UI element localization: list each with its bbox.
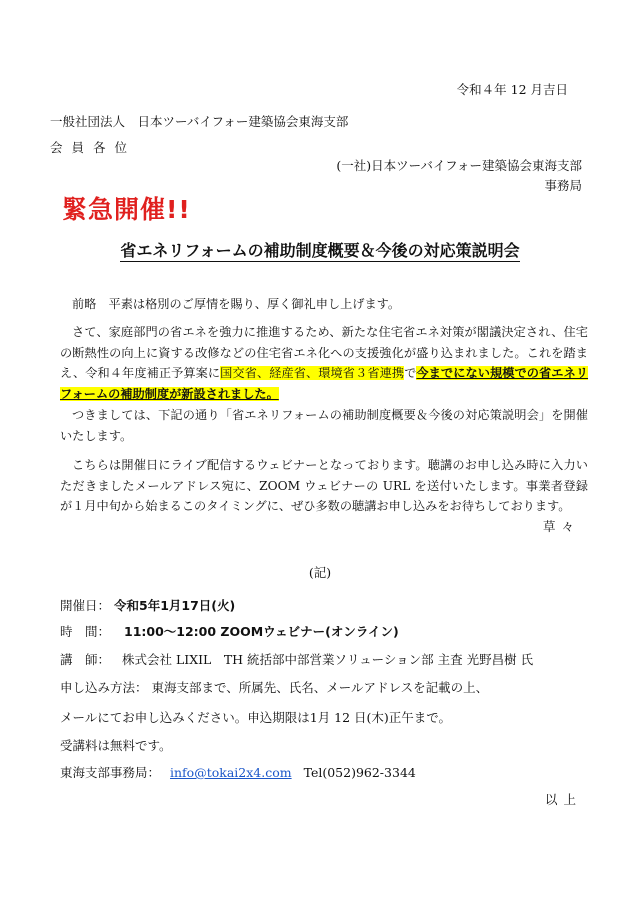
detail-date-row xyxy=(60,596,235,614)
detail-fee-row: 受講料は無料です。 xyxy=(60,738,172,753)
detail-time-row xyxy=(60,622,399,640)
detail-apply-label: 申し込み方法： xyxy=(60,680,148,695)
detail-speaker-value: 株式会社 LIXIL TH 統括部中部営業ソリューション部 主査 光野昌樹 氏 xyxy=(122,652,534,667)
detail-speaker-label: 講 師： xyxy=(60,652,111,667)
recipient-members: 会員各位 xyxy=(50,140,137,155)
detail-contact-row xyxy=(60,763,416,781)
paragraph-announcement: つきましては、下記の通り「省エネリフォームの補助制度概要＆今後の対応策説明会」を開催いたします。 xyxy=(60,408,588,443)
detail-contact-label: 東海支部事務局： xyxy=(60,765,161,780)
detail-time-value: 11:00～12:00 ZOOMウェビナー(オンライン) xyxy=(124,624,399,639)
paragraph-background-text: さて、家庭部門の省エネを強力に推進するため、新たな住宅省エネ対策が閣議決定され、住宅の断熱性の向上に資する改修などの住宅省エネ化への支援強化が盛り込まれました。これを踏まえ、令和４年度補正予算案に xyxy=(60,325,588,380)
detail-apply-row xyxy=(60,678,488,696)
sender-organization: (一社)日本ツーバイフォー建築協会東海支部 xyxy=(336,158,582,173)
detail-date-label: 開催日： xyxy=(60,598,111,613)
urgent-heading: 緊急開催!! xyxy=(62,195,191,224)
detail-apply-row-2: メールにてお申し込みください。申込期限は1月 12 日(木)正午まで。 xyxy=(60,710,452,725)
sender-office: 事務局 xyxy=(544,178,582,193)
paragraph-webinar-info: こちらは開催日にライブ配信するウェビナーとなっております。聴講のお申し込み時に入力いただきましたメールアドレス宛に、ZOOM ウェビナーの URL を送付いたします。事業者登録が１月中旬から始まるこのタイミングに、ぜひ多数の聴講お申し込みをお待ちしております。 xyxy=(60,458,588,513)
paragraph-background-connector: で xyxy=(404,366,417,380)
detail-speaker-row xyxy=(60,650,533,668)
detail-apply-value: 東海支部まで、所属先、氏名、メールアドレスを記載の上、 xyxy=(151,680,489,695)
detail-date-value: 令和5年1月17日(火) xyxy=(114,598,236,613)
document-title-text: 省エネリフォームの補助制度概要＆今後の対応策説明会 xyxy=(120,241,520,260)
highlight-new-subsidy: 今までにない規模での省エネリフォームの補助制度が新設されました。 xyxy=(60,366,589,401)
contact-email-link[interactable]: info@tokai2x4.com xyxy=(170,765,292,780)
closing-phrase: 草々 xyxy=(542,519,580,534)
details-heading: (記) xyxy=(308,565,332,580)
closing-ijo: 以上 xyxy=(544,792,582,807)
detail-time-label: 時 間： xyxy=(60,624,111,639)
recipient-organization: 一般社団法人 日本ツーバイフォー建築協会東海支部 xyxy=(50,114,349,129)
letter-date: 令和４年 12 月吉日 xyxy=(456,82,568,97)
highlight-ministries: 国交省、経産省、環境省３省連携 xyxy=(220,366,405,380)
paragraph-greeting: 前略 平素は格別のご厚情を賜り、厚く御礼申し上げます。 xyxy=(72,297,401,311)
contact-tel: Tel(052)962-3344 xyxy=(303,765,416,780)
paragraph-background xyxy=(60,322,588,404)
document-title xyxy=(0,238,640,261)
